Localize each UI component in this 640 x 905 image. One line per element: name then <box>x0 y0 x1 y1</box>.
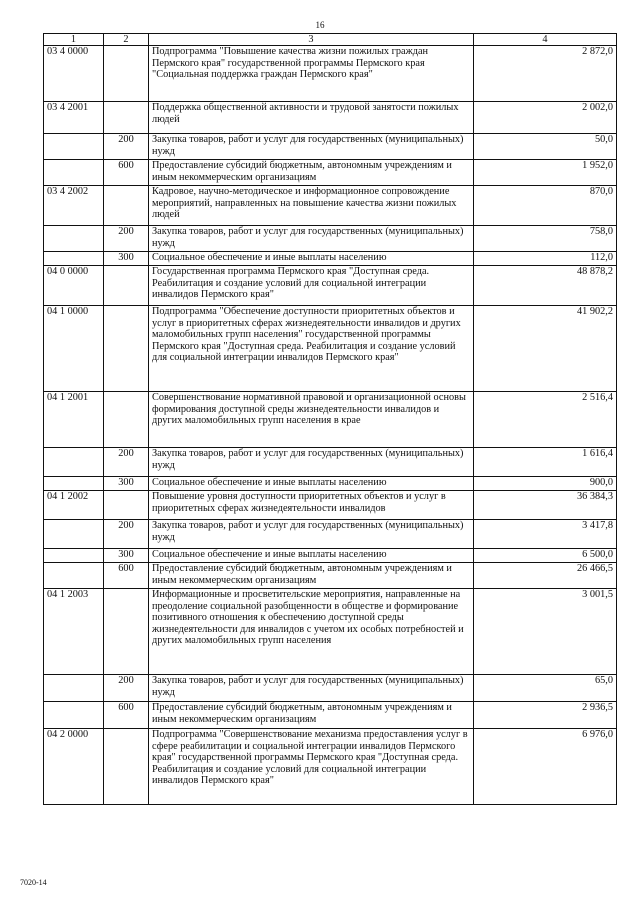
row-expense-type <box>104 589 149 675</box>
row-amount: 26 466,5 <box>474 563 617 589</box>
row-expense-type: 300 <box>104 252 149 266</box>
table-row <box>44 702 617 729</box>
row-name: Поддержка общественной активности и трудовой занятости пожилых людей <box>149 102 474 134</box>
row-amount: 2 936,5 <box>474 702 617 729</box>
row-name: Закупка товаров, работ и услуг для государственных (муниципальных) нужд <box>149 226 474 252</box>
header-col-2: 2 <box>104 34 149 46</box>
row-expense-type <box>104 102 149 134</box>
row-name: Совершенствование нормативной правовой и организационной основы формирования доступной среды жизнедеятельности инвалидов и других маломобильных групп населения в крае <box>149 392 474 448</box>
table-row <box>44 675 617 702</box>
header-col-4: 4 <box>474 34 617 46</box>
row-expense-type: 300 <box>104 477 149 491</box>
row-code: 04 1 2003 <box>44 589 104 675</box>
row-amount: 1 616,4 <box>474 448 617 477</box>
row-expense-type: 200 <box>104 448 149 477</box>
row-name: Социальное обеспечение и иные выплаты населению <box>149 477 474 491</box>
row-code: 03 4 2002 <box>44 186 104 226</box>
row-name: Повышение уровня доступности приоритетных объектов и услуг в приоритетных сферах жизнедеятельности инвалидов <box>149 491 474 520</box>
row-amount: 1 952,0 <box>474 160 617 186</box>
header-col-1: 1 <box>44 34 104 46</box>
row-name: Подпрограмма "Обеспечение доступности приоритетных объектов и услуг в приоритетных сферах жизнедеятельности инвалидов и других маломобильных групп населения" государственной программы Пермского края "Доступная среда. Реабилитация и создание условий для социальной интеграции инвалидов Пермского края" <box>149 306 474 392</box>
row-code <box>44 520 104 549</box>
table-row <box>44 252 617 266</box>
row-amount: 50,0 <box>474 134 617 160</box>
row-expense-type <box>104 46 149 102</box>
table-row <box>44 729 617 805</box>
row-amount: 41 902,2 <box>474 306 617 392</box>
row-expense-type <box>104 729 149 805</box>
row-amount: 112,0 <box>474 252 617 266</box>
row-code <box>44 134 104 160</box>
header-row <box>44 34 617 46</box>
row-expense-type: 200 <box>104 134 149 160</box>
row-code: 03 4 0000 <box>44 46 104 102</box>
row-amount: 3 001,5 <box>474 589 617 675</box>
row-amount: 2 516,4 <box>474 392 617 448</box>
row-name: Социальное обеспечение и иные выплаты населению <box>149 252 474 266</box>
table-row <box>44 448 617 477</box>
row-name: Закупка товаров, работ и услуг для государственных (муниципальных) нужд <box>149 134 474 160</box>
row-name: Предоставление субсидий бюджетным, автономным учреждениям и иным некоммерческим организациям <box>149 563 474 589</box>
row-code <box>44 226 104 252</box>
row-amount: 2 002,0 <box>474 102 617 134</box>
row-name: Закупка товаров, работ и услуг для государственных (муниципальных) нужд <box>149 520 474 549</box>
row-expense-type <box>104 306 149 392</box>
row-name: Закупка товаров, работ и услуг для государственных (муниципальных) нужд <box>149 675 474 702</box>
row-code <box>44 675 104 702</box>
row-expense-type: 300 <box>104 549 149 563</box>
row-expense-type: 600 <box>104 160 149 186</box>
table-row <box>44 46 617 102</box>
page-number: 16 <box>315 20 325 30</box>
row-expense-type <box>104 491 149 520</box>
row-name: Социальное обеспечение и иные выплаты населению <box>149 549 474 563</box>
row-amount: 3 417,8 <box>474 520 617 549</box>
row-code: 04 1 0000 <box>44 306 104 392</box>
header-col-3: 3 <box>149 34 474 46</box>
row-code: 04 0 0000 <box>44 266 104 306</box>
row-expense-type: 200 <box>104 520 149 549</box>
row-name: Информационные и просветительские мероприятия, направленные на преодоление социальной разобщенности в обществе и формирование позитивного отношения к обеспечению доступной среды жизнедеятельности для инвалидов с учетом их особых потребностей и других маломобильных групп населения <box>149 589 474 675</box>
row-amount: 36 384,3 <box>474 491 617 520</box>
row-name: Государственная программа Пермского края "Доступная среда. Реабилитация и создание условий для социальной интеграции инвалидов Пермского края" <box>149 266 474 306</box>
row-name: Предоставление субсидий бюджетным, автономным учреждениям и иным некоммерческим организациям <box>149 702 474 729</box>
table-row <box>44 491 617 520</box>
row-amount: 48 878,2 <box>474 266 617 306</box>
row-expense-type: 200 <box>104 226 149 252</box>
table-row <box>44 160 617 186</box>
row-code <box>44 563 104 589</box>
table-body <box>44 46 617 805</box>
row-code: 04 1 2002 <box>44 491 104 520</box>
budget-table <box>43 33 617 805</box>
row-amount: 2 872,0 <box>474 46 617 102</box>
doc-code: 7020-14 <box>20 878 47 887</box>
row-code <box>44 160 104 186</box>
row-amount: 758,0 <box>474 226 617 252</box>
table-row <box>44 520 617 549</box>
row-expense-type <box>104 186 149 226</box>
table-row <box>44 477 617 491</box>
row-code: 04 2 0000 <box>44 729 104 805</box>
table-row <box>44 266 617 306</box>
row-code: 03 4 2001 <box>44 102 104 134</box>
row-amount: 6 500,0 <box>474 549 617 563</box>
row-code: 04 1 2001 <box>44 392 104 448</box>
row-code <box>44 549 104 563</box>
row-expense-type <box>104 392 149 448</box>
row-amount: 65,0 <box>474 675 617 702</box>
table-row <box>44 589 617 675</box>
row-expense-type: 600 <box>104 702 149 729</box>
row-amount: 870,0 <box>474 186 617 226</box>
row-expense-type: 200 <box>104 675 149 702</box>
row-name: Подпрограмма "Совершенствование механизма предоставления услуг в сфере реабилитации и социальной интеграции инвалидов Пермского края" государственной программы Пермского края "Доступная среда. Реабилитация и создание условий для социальной интеграции инвалидов Пермского края" <box>149 729 474 805</box>
row-name: Закупка товаров, работ и услуг для государственных (муниципальных) нужд <box>149 448 474 477</box>
table-row <box>44 102 617 134</box>
table-row <box>44 392 617 448</box>
table-row <box>44 306 617 392</box>
row-code <box>44 252 104 266</box>
table-row <box>44 134 617 160</box>
row-code <box>44 702 104 729</box>
row-expense-type: 600 <box>104 563 149 589</box>
row-code <box>44 477 104 491</box>
table-row <box>44 549 617 563</box>
table-row <box>44 186 617 226</box>
row-name: Кадровое, научно-методическое и информационное сопровождение мероприятий, направленных на повышение качества жизни пожилых людей <box>149 186 474 226</box>
table-row <box>44 226 617 252</box>
row-name: Предоставление субсидий бюджетным, автономным учреждениям и иным некоммерческим организациям <box>149 160 474 186</box>
row-amount: 900,0 <box>474 477 617 491</box>
row-expense-type <box>104 266 149 306</box>
row-name: Подпрограмма "Повышение качества жизни пожилых граждан Пермского края" государственной программы Пермского края "Социальная поддержка граждан Пермского края" <box>149 46 474 102</box>
row-amount: 6 976,0 <box>474 729 617 805</box>
table-row <box>44 563 617 589</box>
row-code <box>44 448 104 477</box>
